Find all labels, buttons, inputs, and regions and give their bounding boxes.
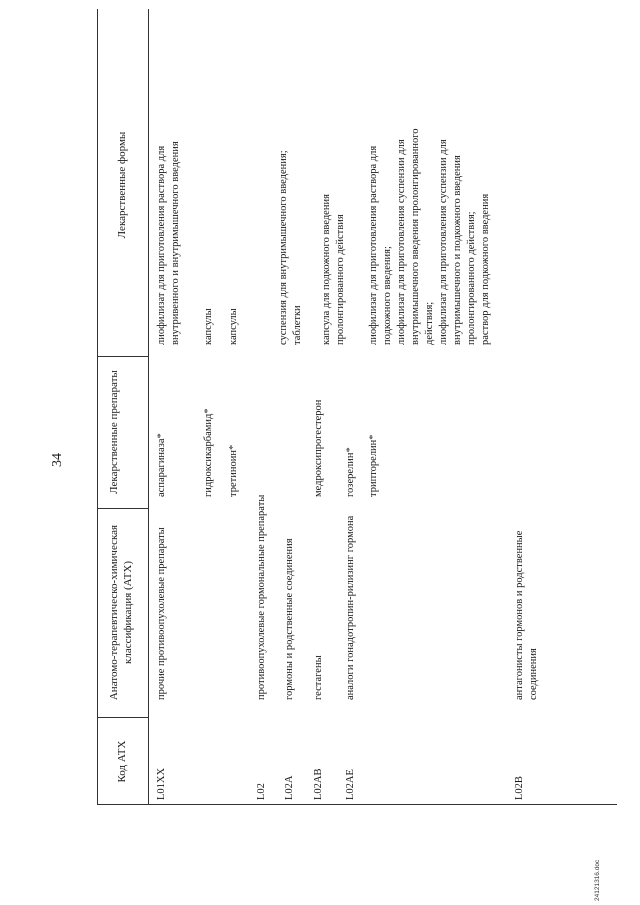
row-l01xx-form-2: капсулы [203, 308, 214, 345]
row-l02ab-code: L02AB [313, 768, 324, 800]
column-divider-3 [97, 356, 149, 357]
row-l02ae-form-2-line-5: действия; [424, 301, 435, 345]
row-l02ae-form-2-line-4: внутримышечного введения пролонгированного [410, 128, 421, 345]
row-l02ab-classification: гестагены [313, 655, 324, 700]
header-code: Код АТХ [116, 740, 128, 783]
row-l02ae-form-2-line-2: подкожного введения; [382, 246, 393, 345]
header-drugs: Лекарственные препараты [108, 370, 120, 494]
header-forms: Лекарственные формы [116, 131, 128, 239]
row-l02ae-drug-1: гозерелин* [345, 447, 356, 497]
row-l02ae-form-1-line-2: пролонгированного действия [335, 214, 346, 345]
row-l02ae-form-2-line-6: лиофилизат для приготовления суспензии для [438, 139, 449, 345]
row-l01xx-form-1-line-2: внутривенного и внутримышечного введения [170, 141, 181, 345]
row-l02a-code: L02A [284, 775, 295, 800]
row-l02ae-form-2-line-9: раствор для подкожного введения [480, 193, 491, 345]
row-l02ae-form-1-line-1: капсула для подкожного введения [321, 194, 332, 345]
table-top-border [97, 9, 98, 805]
row-l01xx-drug-1: аспарагиназа* [156, 433, 167, 497]
row-l02ab-form-line-2: таблетки [292, 305, 303, 345]
row-l01xx-drug-3: третиноин* [228, 444, 239, 497]
header-classification: Анатомо-терапевтическо-химическая классификация (АТХ) [108, 524, 134, 701]
row-l01xx-classification: прочие противоопухолевые препараты [156, 527, 167, 700]
row-l01xx-form-3: капсулы [228, 308, 239, 345]
row-l02ae-form-2-line-8: пролонгированного действия; [466, 211, 477, 345]
row-l01xx-form-1-line-1: лиофилизат для приготовления раствора для [156, 145, 167, 345]
footer-filename: 24121316.doc [594, 859, 601, 901]
row-l02ae-form-2-line-1: лиофилизат для приготовления раствора для [368, 145, 379, 345]
row-l02a-classification: гормоны и родственные соединения [284, 538, 295, 700]
row-l02b-code: L02B [514, 776, 525, 800]
row-l02ab-form-line-1: суспензия для внутримышечного введения; [278, 150, 289, 345]
row-l01xx-code: L01XX [156, 767, 167, 800]
row-l02ab-drug: медроксипрогестерон [313, 399, 324, 497]
column-divider-2 [97, 508, 149, 509]
row-l02ae-drug-2: трипторелин* [368, 434, 379, 497]
table-left-border [97, 804, 617, 805]
row-l01xx-drug-2: гидроксикарбамид* [203, 408, 214, 497]
table-header-divider [148, 9, 149, 805]
row-l02-code: L02 [256, 783, 267, 800]
row-l02ae-form-2-line-3: лиофилизат для приготовления суспензии для [396, 139, 407, 345]
page-number: 34 [50, 453, 65, 467]
row-l02ae-form-2-line-7: внутримышечного и подкожного введения [452, 155, 463, 345]
row-l02b-classification-line-1: антагонисты гормонов и родственные [514, 530, 525, 700]
row-l02ae-code: L02AE [345, 769, 356, 800]
row-l02b-classification-line-2: соединения [528, 648, 539, 700]
row-l02ae-classification: аналоги гонадотропин-рилизинг гормона [345, 515, 356, 700]
row-l02-classification: противоопухолевые гормональные препараты [256, 494, 267, 700]
